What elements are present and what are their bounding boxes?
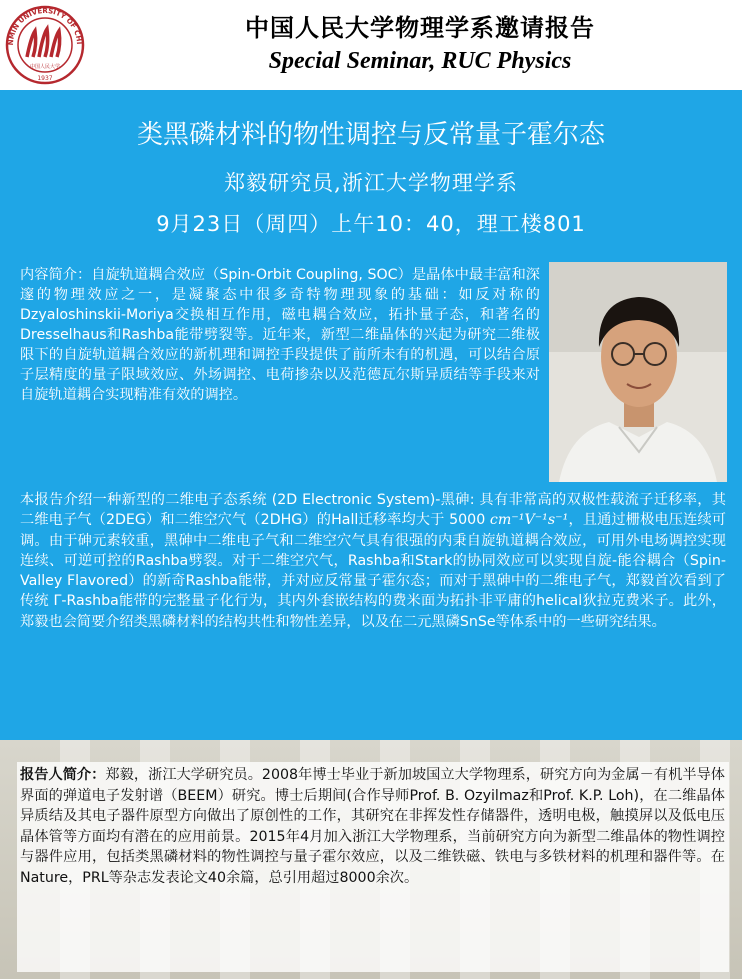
logo-ring-text: NMIN UNIVERSITY OF CHI — [6, 6, 84, 46]
bio-label: 报告人简介： — [20, 767, 106, 783]
abstract-paragraph-1: 内容简介：自旋轨道耦合效应（Spin-Orbit Coupling, SOC）是晶体中最丰富和深邃的物理效应之一，是凝聚态中很多奇特物理现象的基础：如反对称的Dzyaloshinskii-Moriya交换相互作用，磁电耦合效应，拓扑量子态，和著名的Dresselhaus和Rashba能带劈裂等。近年来，新型二维晶体的兴起为研究二维极限下的自旋轨道耦合效应的新机理和调控手段提供了前所未有的机遇，可以结合原子层精度的量子限域效应、外场调控、电荷掺杂以及范德瓦尔斯异质结等手段来对自旋轨道耦合实现精准有效的调控。 — [20, 267, 540, 403]
talk-title: 类黑磷材料的物性调控与反常量子霍尔态 — [136, 120, 605, 150]
header — [0, 0, 742, 90]
talk-panel — [0, 90, 742, 740]
seminar-title-english: Special Seminar, RUC Physics — [268, 48, 572, 74]
speaker-line: 郑毅研究员,浙江大学物理学系 — [224, 171, 518, 195]
bio-box — [17, 762, 729, 972]
mobility-unit: cm⁻¹V⁻¹s⁻¹ — [489, 512, 569, 529]
seminar-title-chinese: 中国人民大学物理学系邀请报告 — [245, 13, 595, 42]
abstract-paragraph-2-text-b: ，且通过栅极电压连续可调。由于砷元素较重，黑砷中二维电子气和二维空穴气具有很强的内秉自旋轨道耦合效应，可用外电场调控实现连续、可逆可控的Rashba劈裂。对于二维空穴气，Rashba和Stark的协同效应可以实现自旋-能谷耦合（Spin-Valley Flavored）的新奇Rashba能带，并对应反常量子霍尔态；而对于黑砷中的二维电子气，郑毅首次看到了传统 Γ-Rashba能带的完整量子化行为，其内外套嵌结构的费米面为拓扑非平庸的helical狄拉克费米子。此外，郑毅也会简要介绍类黑磷材料的结构共性和物性差异，以及在二元黑磷SnSe等体系中的一些研究结果。 — [20, 512, 726, 630]
abstract-paragraph-2 — [20, 490, 726, 632]
bio-section — [0, 740, 742, 979]
talk-datetime: 9月23日（周四）上午10：40，理工楼801 — [156, 212, 586, 236]
logo-year: 1937 — [37, 75, 53, 82]
logo-inner-text: 中国人民大学 — [29, 64, 61, 70]
bio-text — [20, 765, 725, 888]
abstract-paragraph-2-text-a: 本报告介绍一种新型的二维电子态系统 (2D Electronic System)-黑砷: 具有非常高的双极性载流子迁移率，其二维电子气（2DEG）和二维空穴气（2DHG）的Hall迁移率均大于 5000 — [20, 492, 726, 529]
renmin-university-seal-icon — [5, 5, 85, 85]
bio-body: 郑毅，浙江大学研究员。2008年博士毕业于新加坡国立大学物理系，研究方向为金属－有机半导体界面的弹道电子发射谱（BEEM）研究。博士后期间(合作导师Prof. B. Ozyilmaz和Prof. K.P. Loh)，在二维晶体异质结及其电子器件原型方向做出了原创性的工作，其研究在非挥发性存储器件，透明电极，触摸屏以及低电压晶体管等方面均有潜在的应用前景。2015年4月加入浙江大学物理系，当前研究方向为新型二维晶体的物性调控与器件应用，包括类黑磷材料的物性调控与量子霍尔效应，以及二维铁磁、铁电与多铁材料的机理和器件等。在Nature，PRL等杂志发表论文40余篇，总引用超过8000余次。 — [20, 767, 725, 886]
speaker-portrait-icon — [549, 262, 727, 482]
university-logo — [5, 5, 85, 85]
speaker-photo — [549, 262, 727, 482]
